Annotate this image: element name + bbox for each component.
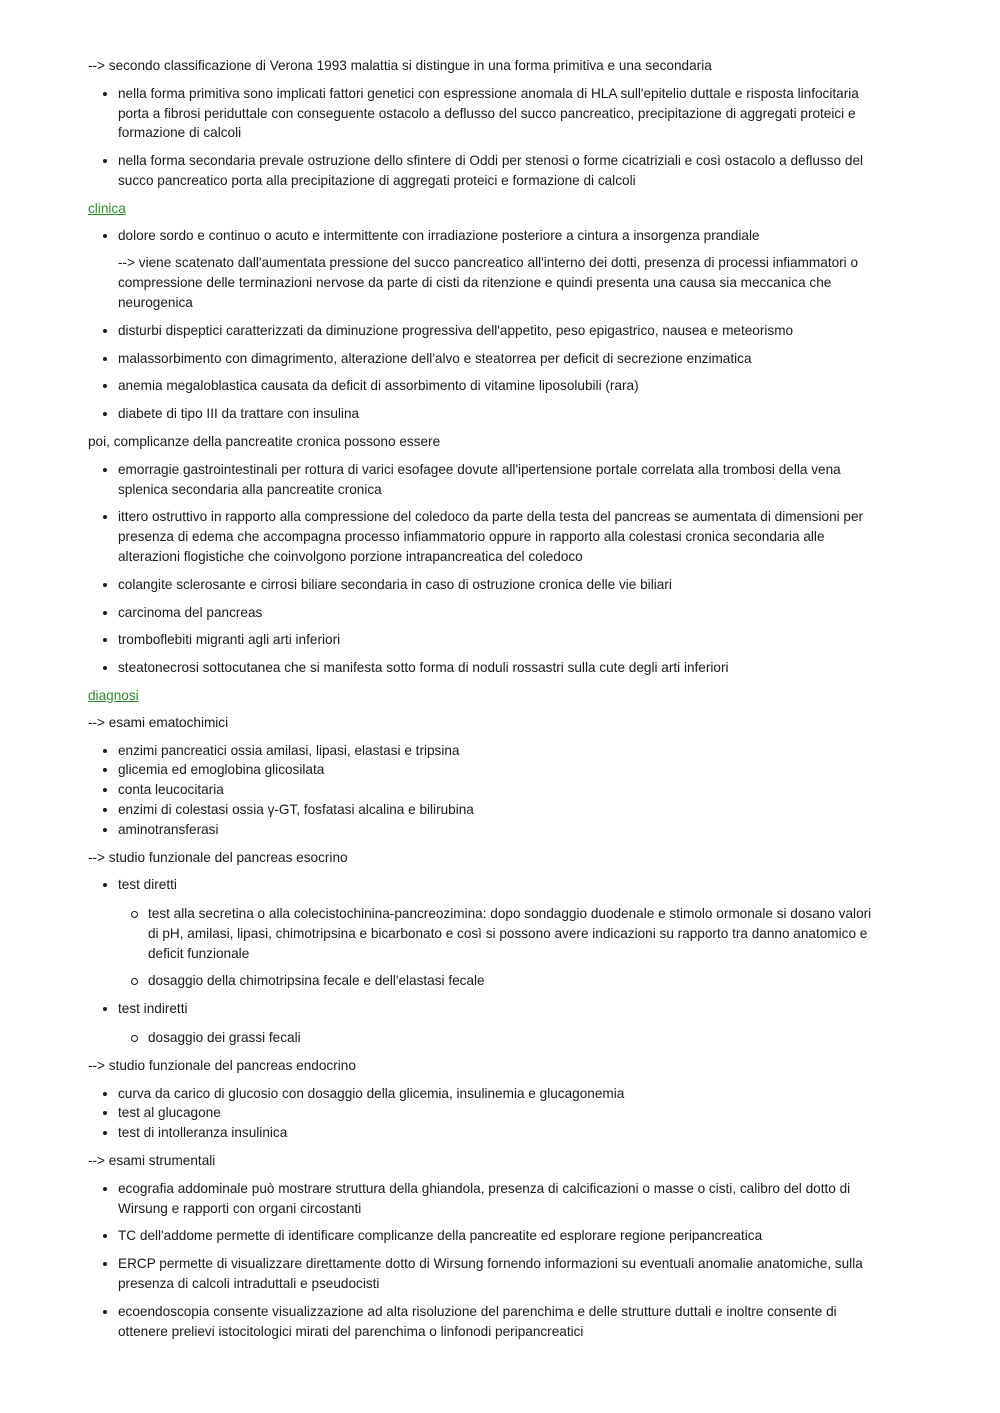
clinica-symptoms-list <box>88 321 878 424</box>
section-heading-clinica[interactable]: clinica <box>88 200 126 216</box>
instrumental-intro: --> esami strumentali <box>88 1153 216 1169</box>
list-item: glicemia ed emoglobina glicosilata <box>88 760 878 780</box>
instrumental-tests-list <box>88 1179 878 1342</box>
sub-list-item: test alla secretina o alla colecistochinina-pancreozimina: dopo sondaggio duodenale e stimolo ormonale si dosano valori di pH, amilasi, lipasi, chimotripsina e bicarbonato e così si possono avere indicazioni su rapporto tra danno anatomico e deficit funzionale <box>118 904 878 963</box>
indirect-tests-sublist <box>118 1028 878 1048</box>
direct-tests-label: test diretti <box>118 877 177 893</box>
list-item: ecoendoscopia consente visualizzazione ad alta risoluzione del parenchima e delle strutture duttali e inoltre consente di ottenere prelievi istocitologici mirati del parenchima o linfonodi peripancreatici <box>88 1302 878 1342</box>
endocrine-tests-list <box>88 1084 878 1143</box>
direct-tests-sublist <box>118 904 878 991</box>
sub-list-item: dosaggio della chimotripsina fecale e dell'elastasi fecale <box>118 971 878 991</box>
list-item: emorragie gastrointestinali per rottura di varici esofagee dovute all'ipertensione portale correlata alla trombosi della vena splenica secondaria alla pancreatite cronica <box>88 460 878 500</box>
list-item: curva da carico di glucosio con dosaggio della glicemia, insulinemia e glucagonemia <box>88 1084 878 1104</box>
list-item: anemia megaloblastica causata da deficit di assorbimento di vitamine liposolubili (rara) <box>88 376 878 396</box>
list-item: ittero ostruttivo in rapporto alla compressione del coledoco da parte della testa del pancreas se aumentata di dimensioni per presenza di edema che accompagna processo infiammatorio oppure in rapporto alla colestasi cronica secondaria alle alterazioni flogistiche che coinvolgono porzione intrapancreatica del coledoco <box>88 507 878 566</box>
complications-list <box>88 460 878 678</box>
list-item: tromboflebiti migranti agli arti inferiori <box>88 630 878 650</box>
list-item: test al glucagone <box>88 1103 878 1123</box>
document-page <box>88 56 878 1349</box>
list-item: aminotransferasi <box>88 820 878 840</box>
list-item: conta leucocitaria <box>88 780 878 800</box>
forms-list <box>88 84 878 191</box>
list-item <box>88 875 878 991</box>
list-item: disturbi dispeptici caratterizzati da diminuzione progressiva dell'appetito, peso epigastrico, nausea e meteorismo <box>88 321 878 341</box>
indirect-tests-label: test indiretti <box>118 1001 188 1017</box>
exocrine-tests-list <box>88 875 878 1048</box>
list-item: nella forma primitiva sono implicati fattori genetici con espressione anomala di HLA sull'epitelio duttale e risposta linfocitaria porta a fibrosi periduttale con conseguente ostacolo a deflusso del succo pancreatico, precipitazione di aggregati proteici e formazione di calcoli <box>88 84 878 143</box>
complications-intro: poi, complicanze della pancreatite cronica possono essere <box>88 433 441 449</box>
blood-tests-intro: --> esami ematochimici <box>88 714 229 730</box>
list-item: test di intolleranza insulinica <box>88 1123 878 1143</box>
section-heading-diagnosi[interactable]: diagnosi <box>88 687 139 703</box>
list-item: TC dell'addome permette di identificare complicanze della pancreatite ed esplorare regione peripancreatica <box>88 1226 878 1246</box>
pain-note: --> viene scatenato dall'aumentata pressione del succo pancreatico all'interno dei dotti, presenza di processi infiammatori o compressione delle terminazioni nervose da parte di cisti da ritenzione e quindi presenta una causa sia meccanica che neurogenica <box>118 255 859 310</box>
list-item: ERCP permette di visualizzare direttamente dotto di Wirsung fornendo informazioni su eventuali anomalie anatomiche, sulla presenza di calcoli intraduttali e pseudocisti <box>88 1254 878 1294</box>
list-item: diabete di tipo III da trattare con insulina <box>88 404 878 424</box>
list-item: enzimi pancreatici ossia amilasi, lipasi, elastasi e tripsina <box>88 741 878 761</box>
exocrine-intro: --> studio funzionale del pancreas esocrino <box>88 849 348 865</box>
list-item: colangite sclerosante e cirrosi biliare secondaria in caso di ostruzione cronica delle vie biliari <box>88 575 878 595</box>
classification-intro: --> secondo classificazione di Verona 1993 malattia si distingue in una forma primitiva e una secondaria <box>88 58 712 73</box>
list-item: malassorbimento con dimagrimento, alterazione dell'alvo e steatorrea per deficit di secrezione enzimatica <box>88 349 878 369</box>
sub-list-item: dosaggio dei grassi fecali <box>118 1028 878 1048</box>
list-item: enzimi di colestasi ossia γ-GT, fosfatasi alcalina e bilirubina <box>88 800 878 820</box>
endocrine-intro: --> studio funzionale del pancreas endocrino <box>88 1057 356 1073</box>
list-item: nella forma secondaria prevale ostruzione dello sfintere di Oddi per stenosi o forme cicatriziali e così ostacolo a deflusso del succo pancreatico porta alla precipitazione di aggregati proteici e formazione di calcoli <box>88 151 878 191</box>
list-item: steatonecrosi sottocutanea che si manifesta sotto forma di noduli rossastri sulla cute degli arti inferiori <box>88 658 878 678</box>
list-item: dolore sordo e continuo o acuto e intermittente con irradiazione posteriore a cintura a insorgenza prandiale <box>88 226 878 246</box>
list-item <box>88 999 878 1048</box>
list-item: carcinoma del pancreas <box>88 603 878 623</box>
clinica-list <box>88 226 878 246</box>
list-item: ecografia addominale può mostrare struttura della ghiandola, presenza di calcificazioni o masse o cisti, calibro del dotto di Wirsung e rapporti con organi circostanti <box>88 1179 878 1219</box>
blood-tests-list <box>88 741 878 840</box>
